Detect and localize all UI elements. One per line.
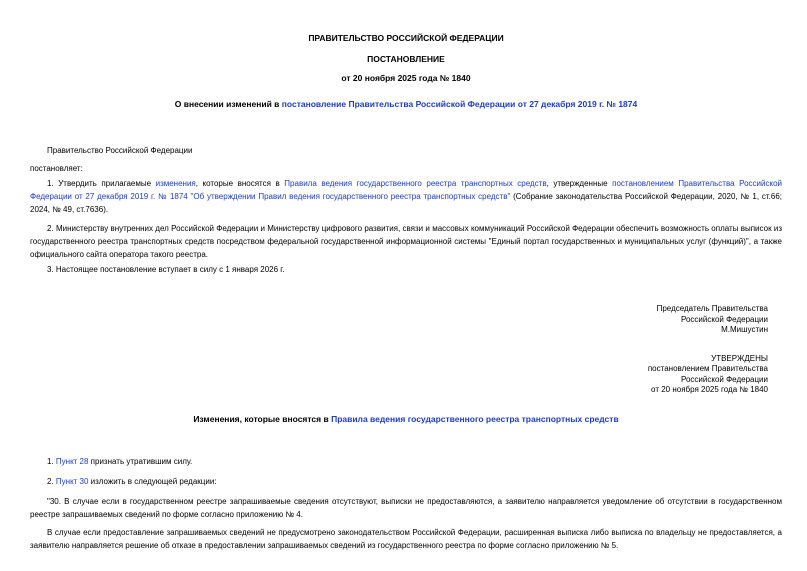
quoted-paragraph-30: "30. В случае если в государственном реестре запрашиваемые сведения отсутствуют, выписки не предоставляются, а заявителю направляется уведомление об отсутствии в государственном реестре запрашиваемых сведений по форме согласно приложению № 4. — [30, 496, 782, 519]
preamble-government: Правительство Российской Федерации — [47, 146, 193, 155]
paragraph-1-text-3: , утвержденные — [546, 179, 613, 188]
amendment-item-2-text: изложить в следующей редакции: — [88, 476, 217, 486]
document-issuer: ПРАВИТЕЛЬСТВО РОССИЙСКОЙ ФЕДЕРАЦИИ — [308, 33, 504, 43]
signature-line-name: М.Мишустин — [721, 325, 768, 334]
document-title-link[interactable]: постановление Правительства Российской Федерации от 27 декабря 2019 г. № 1874 — [281, 99, 638, 109]
document-title — [30, 99, 782, 109]
preamble-resolves: постановляет: — [30, 164, 83, 173]
approval-line-approved: УТВЕРЖДЕНЫ — [711, 353, 768, 363]
point-28-link[interactable]: Пункт 28 — [55, 456, 89, 466]
document-date-number: от 20 ноября 2025 года № 1840 — [341, 73, 471, 83]
approval-line-by: постановлением Правительства — [647, 364, 768, 373]
amendment-item-1 — [30, 457, 782, 467]
changes-link[interactable]: изменения — [155, 179, 196, 188]
amendments-heading-prefix: Изменения, которые вносятся в — [193, 413, 332, 424]
amendment-item-1-number: 1. — [47, 456, 56, 466]
paragraph-1-text-2: , которые вносятся в — [195, 179, 285, 188]
quoted-paragraph-30-continued: В случае если предоставление запрашиваемых сведений не предусмотрено законодательством Российской Федерации, расширенная выписка либо выписка по владельцу не предоставляется, а заявителю направляется решение об отказе в предоставлении запрашиваемых сведений из государственного реестра по форме согласно приложению № 5. — [30, 527, 782, 550]
document-title-prefix: О внесении изменений в — [174, 99, 282, 109]
approval-line-date: от 20 ноября 2025 года № 1840 — [651, 385, 768, 394]
paragraph-3: 3. Настоящее постановление вступает в силу с 1 января 2026 г. — [47, 265, 285, 274]
signature-block — [30, 304, 782, 336]
rules-link[interactable]: Правила ведения государственного реестра транспортных средств — [284, 179, 547, 188]
paragraph-2: 2. Министерству внутренних дел Российской Федерации и Министерству цифрового развития, связи и массовых коммуникаций Российской Федерации обеспечить возможность оплаты выписок из государственного реестра транспортных средств посредством федеральной государственной информационной системы "Единый портал государственных и муниципальных услуг (функций)", а также официального сайта оператора такого реестра. — [30, 224, 782, 259]
amendments-heading-link[interactable]: Правила ведения государственного реестра транспортных средств — [331, 413, 619, 424]
signature-line-position: Председатель Правительства — [656, 304, 768, 313]
document-type: ПОСТАНОВЛЕНИЕ — [367, 54, 445, 64]
amendment-item-2-number: 2. — [47, 476, 56, 486]
amendments-heading — [30, 414, 782, 424]
approval-block — [30, 354, 782, 396]
paragraph-1-text-1: 1. Утвердить прилагаемые — [47, 179, 156, 188]
signature-line-country: Российской Федерации — [681, 314, 768, 324]
point-30-link[interactable]: Пункт 30 — [55, 476, 89, 486]
amendment-item-2 — [30, 477, 782, 487]
resolution-link[interactable]: постановлением Правительства Российской Федерации от 27 декабря 2019 г. № 1874 "Об утверждении Правил ведения государственного реестра транспортных средств" — [30, 179, 782, 201]
paragraph-1 — [30, 177, 782, 216]
approval-line-country: Российской Федерации — [681, 374, 768, 384]
paragraph-1-text-4: (Собрание законодательства Российской Федерации, 2020, № 1, ст.66; 2024, № 49, ст.7636). — [30, 192, 783, 214]
amendment-item-1-text: признать утратившим силу. — [88, 456, 193, 466]
